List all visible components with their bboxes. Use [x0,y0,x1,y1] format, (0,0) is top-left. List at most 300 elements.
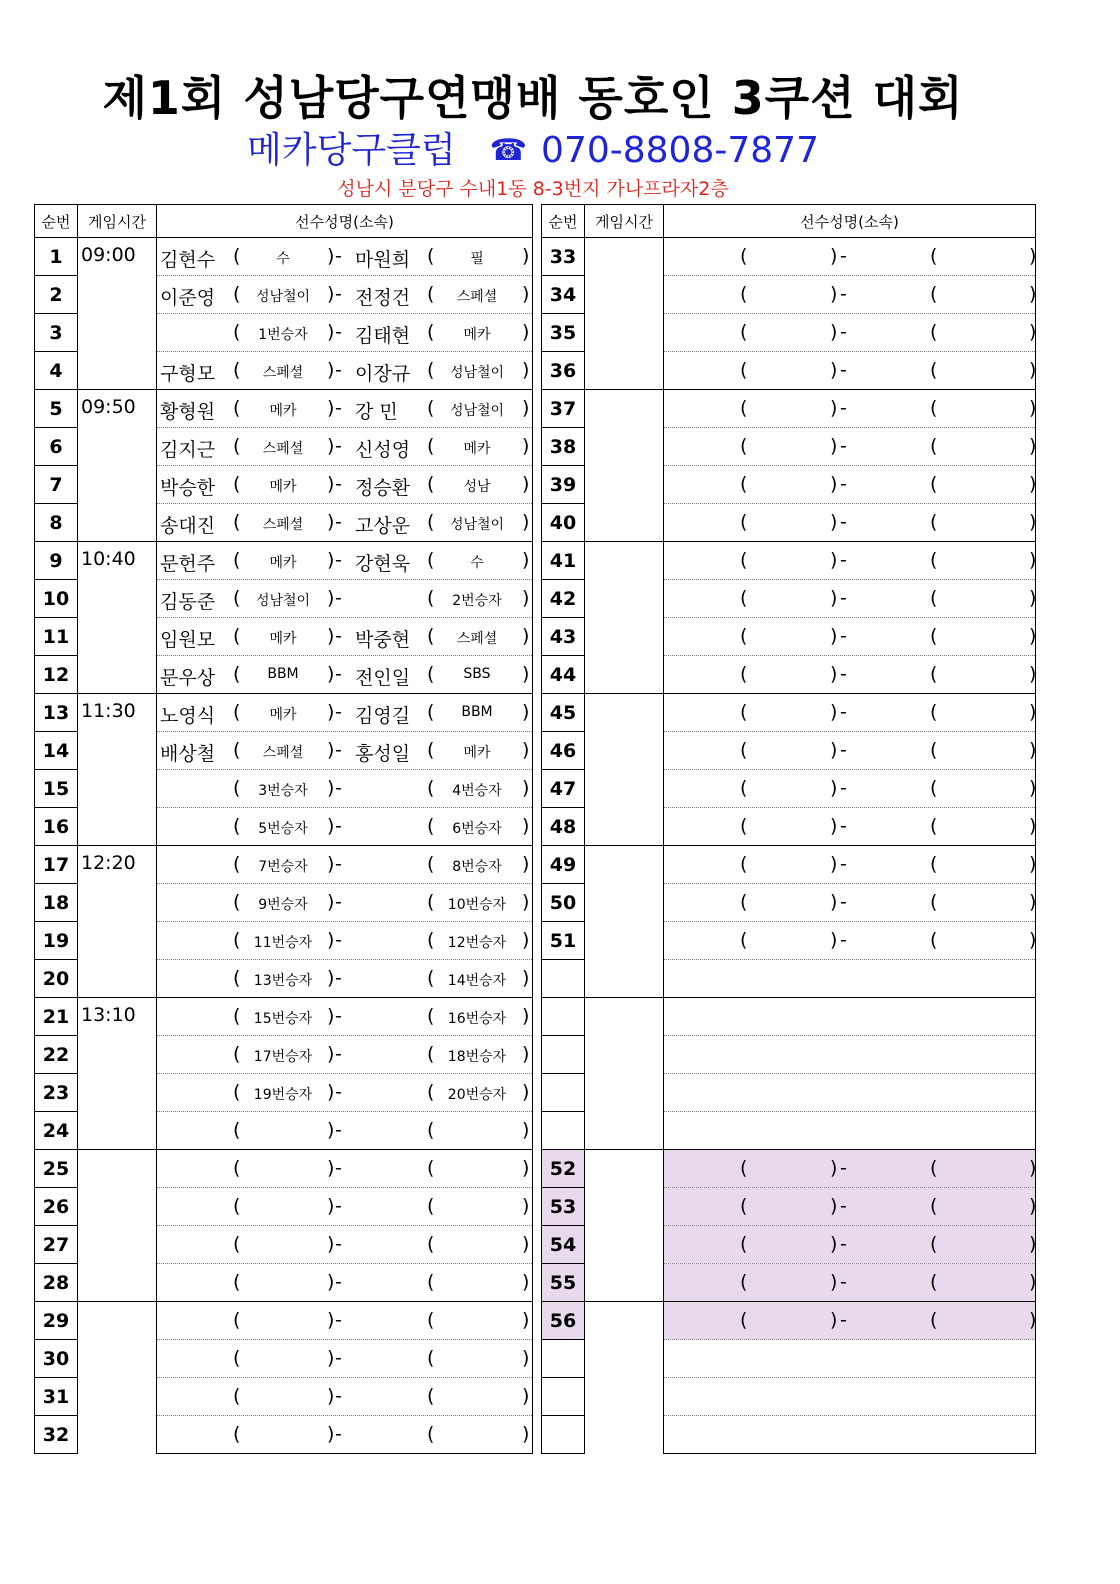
club-phone: 070-8808-7877 [541,130,819,171]
versus-dash: - [840,283,847,305]
game-time [585,1302,664,1454]
open-paren: ( [427,359,435,381]
open-paren: ( [930,815,938,837]
player1-name: 김동준 [160,591,216,613]
close-paren: ) [522,739,530,761]
close-paren: ) [1029,473,1037,495]
close-paren: ) [327,1309,335,1331]
match-number: 9 [35,542,78,580]
match-number: 22 [35,1036,78,1074]
close-paren: ) [522,397,530,419]
open-paren: ( [233,891,241,913]
versus-dash: - [840,625,847,647]
match-cell [664,1264,1036,1302]
close-paren: ) [1029,777,1037,799]
match-cell [664,390,1036,428]
player1-name: 황형원 [160,401,216,423]
open-paren: ( [427,1271,435,1293]
match-cell [664,998,1036,1036]
close-paren: ) [327,435,335,457]
match-row [542,1302,1036,1340]
schedule-table-right [541,204,1036,1454]
close-paren: ) [830,853,838,875]
match-row [542,1150,1036,1188]
open-paren: ( [233,1233,241,1255]
player2-affiliation: 4번승자 [452,783,502,799]
player1-name: 박승한 [160,477,216,499]
match-cell [157,542,533,580]
open-paren: ( [930,435,938,457]
versus-dash: - [335,245,342,267]
close-paren: ) [522,1309,530,1331]
close-paren: ) [327,1271,335,1293]
open-paren: ( [233,625,241,647]
open-paren: ( [427,777,435,799]
match-number: 19 [35,922,78,960]
match-cell [157,1036,533,1074]
open-paren: ( [930,853,938,875]
close-paren: ) [830,397,838,419]
match-number: 51 [542,922,585,960]
open-paren: ( [427,473,435,495]
player1-affiliation: 수 [276,251,290,267]
player2-affiliation: 필 [470,251,484,267]
player2-affiliation: 메카 [463,327,491,343]
match-number: 27 [35,1226,78,1264]
open-paren: ( [930,1271,938,1293]
open-paren: ( [740,473,748,495]
player2-name: 홍성일 [355,743,411,765]
open-paren: ( [930,397,938,419]
versus-dash: - [335,815,342,837]
open-paren: ( [233,1157,241,1179]
open-paren: ( [233,1081,241,1103]
match-cell [157,276,533,314]
open-paren: ( [427,853,435,875]
match-number [542,1378,585,1416]
match-cell [157,1264,533,1302]
close-paren: ) [327,245,335,267]
versus-dash: - [335,1157,342,1179]
header-players: 선수성명(소속) [664,205,1036,238]
match-cell [664,618,1036,656]
match-number: 40 [542,504,585,542]
close-paren: ) [1029,701,1037,723]
open-paren: ( [427,321,435,343]
close-paren: ) [830,435,838,457]
match-number: 20 [35,960,78,998]
player1-affiliation: 3번승자 [258,783,308,799]
open-paren: ( [427,1157,435,1179]
versus-dash: - [840,701,847,723]
game-time: 09:00 [78,238,157,390]
header-no: 순번 [35,205,78,238]
match-cell [664,1416,1036,1454]
match-number: 1 [35,238,78,276]
versus-dash: - [335,1195,342,1217]
close-paren: ) [522,1119,530,1141]
match-row [542,542,1036,580]
game-time [585,846,664,998]
open-paren: ( [427,587,435,609]
close-paren: ) [522,891,530,913]
open-paren: ( [233,663,241,685]
close-paren: ) [522,435,530,457]
match-number [542,1112,585,1150]
close-paren: ) [1029,511,1037,533]
game-time: 13:10 [78,998,157,1150]
close-paren: ) [522,283,530,305]
versus-dash: - [335,625,342,647]
player2-name: 전정건 [355,287,411,309]
game-time [585,390,664,542]
match-cell [157,238,533,276]
open-paren: ( [233,1005,241,1027]
close-paren: ) [327,853,335,875]
match-number: 7 [35,466,78,504]
match-number: 42 [542,580,585,618]
match-cell [157,618,533,656]
open-paren: ( [930,1157,938,1179]
open-paren: ( [233,967,241,989]
player1-name: 노영식 [160,705,216,727]
match-cell [664,1112,1036,1150]
close-paren: ) [830,739,838,761]
player2-affiliation: 6번승자 [452,821,502,837]
player2-name: 전인일 [355,667,411,689]
open-paren: ( [233,321,241,343]
open-paren: ( [427,701,435,723]
close-paren: ) [327,1423,335,1445]
close-paren: ) [1029,549,1037,571]
versus-dash: - [840,663,847,685]
schedule-table-left [34,204,533,1454]
match-number: 41 [542,542,585,580]
open-paren: ( [427,1081,435,1103]
close-paren: ) [522,511,530,533]
match-cell [157,1416,533,1454]
close-paren: ) [522,245,530,267]
player1-affiliation: 5번승자 [258,821,308,837]
open-paren: ( [740,663,748,685]
open-paren: ( [427,891,435,913]
open-paren: ( [930,549,938,571]
close-paren: ) [522,1385,530,1407]
match-number: 38 [542,428,585,466]
versus-dash: - [335,1119,342,1141]
open-paren: ( [233,397,241,419]
player2-affiliation: 성남철이 [449,403,505,419]
player2-name: 신성영 [355,439,411,461]
close-paren: ) [1029,359,1037,381]
open-paren: ( [427,1309,435,1331]
open-paren: ( [233,283,241,305]
open-paren: ( [233,245,241,267]
match-number: 2 [35,276,78,314]
match-cell [157,846,533,884]
player2-affiliation: 메카 [463,441,491,457]
open-paren: ( [740,815,748,837]
match-row [542,846,1036,884]
close-paren: ) [830,245,838,267]
open-paren: ( [427,929,435,951]
open-paren: ( [233,549,241,571]
close-paren: ) [522,967,530,989]
player2-name: 정승환 [355,477,411,499]
open-paren: ( [233,1385,241,1407]
match-row [542,390,1036,428]
player1-affiliation: 7번승자 [258,859,308,875]
match-cell [664,1378,1036,1416]
match-cell [157,428,533,466]
open-paren: ( [740,587,748,609]
match-cell [664,466,1036,504]
close-paren: ) [522,701,530,723]
player2-affiliation: 12번승자 [447,935,507,951]
match-row [542,238,1036,276]
open-paren: ( [427,1119,435,1141]
player2-affiliation: 16번승자 [447,1011,507,1027]
match-number: 29 [35,1302,78,1340]
player2-name: 강 민 [355,401,398,423]
match-number: 46 [542,732,585,770]
close-paren: ) [1029,1271,1037,1293]
open-paren: ( [233,1347,241,1369]
match-number: 21 [35,998,78,1036]
player1-name: 문우상 [160,667,216,689]
match-number: 47 [542,770,585,808]
open-paren: ( [740,245,748,267]
match-cell [664,732,1036,770]
player1-affiliation: 성남철이 [255,593,311,609]
close-paren: ) [830,321,838,343]
open-paren: ( [427,1043,435,1065]
match-cell [157,656,533,694]
player2-affiliation: BBM [461,704,493,720]
match-cell [157,352,533,390]
match-number: 52 [542,1150,585,1188]
open-paren: ( [740,625,748,647]
close-paren: ) [1029,587,1037,609]
close-paren: ) [327,891,335,913]
player2-name: 이장규 [355,363,411,385]
open-paren: ( [233,701,241,723]
open-paren: ( [930,1233,938,1255]
match-cell [157,580,533,618]
open-paren: ( [233,1195,241,1217]
match-row [35,694,533,732]
versus-dash: - [335,1309,342,1331]
open-paren: ( [233,815,241,837]
match-number: 36 [542,352,585,390]
open-paren: ( [233,929,241,951]
open-paren: ( [233,1119,241,1141]
close-paren: ) [830,1195,838,1217]
match-number: 37 [542,390,585,428]
versus-dash: - [840,853,847,875]
match-cell [664,656,1036,694]
close-paren: ) [522,549,530,571]
player1-name: 김현수 [160,249,216,271]
close-paren: ) [522,1423,530,1445]
player1-affiliation: 스페셜 [262,517,304,533]
open-paren: ( [740,397,748,419]
versus-dash: - [840,1309,847,1331]
close-paren: ) [830,511,838,533]
player1-affiliation: 스페셜 [262,745,304,761]
match-number: 43 [542,618,585,656]
match-cell [157,922,533,960]
close-paren: ) [830,1233,838,1255]
versus-dash: - [335,587,342,609]
close-paren: ) [1029,283,1037,305]
match-cell [157,884,533,922]
close-paren: ) [522,625,530,647]
player2-name: 강현욱 [355,553,411,575]
match-cell [157,1150,533,1188]
close-paren: ) [830,625,838,647]
player2-affiliation: 스페셜 [456,631,498,647]
match-row [35,390,533,428]
match-cell [664,1340,1036,1378]
open-paren: ( [740,321,748,343]
match-number [542,1036,585,1074]
close-paren: ) [327,283,335,305]
match-row [35,238,533,276]
open-paren: ( [740,739,748,761]
player1-affiliation: 13번승자 [253,973,313,989]
match-number: 4 [35,352,78,390]
match-cell [664,808,1036,846]
open-paren: ( [427,397,435,419]
close-paren: ) [327,739,335,761]
open-paren: ( [427,739,435,761]
player2-affiliation: 스페셜 [456,289,498,305]
versus-dash: - [840,739,847,761]
open-paren: ( [427,549,435,571]
match-cell [664,884,1036,922]
match-cell [157,732,533,770]
match-number: 12 [35,656,78,694]
versus-dash: - [840,891,847,913]
match-number: 49 [542,846,585,884]
close-paren: ) [522,1271,530,1293]
match-number: 33 [542,238,585,276]
player1-affiliation: 11번승자 [253,935,313,951]
versus-dash: - [335,1081,342,1103]
close-paren: ) [830,549,838,571]
close-paren: ) [1029,1309,1037,1331]
close-paren: ) [830,1309,838,1331]
open-paren: ( [930,739,938,761]
match-cell [664,960,1036,998]
close-paren: ) [327,1385,335,1407]
open-paren: ( [930,359,938,381]
player2-affiliation: 20번승자 [447,1087,507,1103]
player1-affiliation: 9번승자 [258,897,308,913]
versus-dash: - [335,1423,342,1445]
close-paren: ) [327,663,335,685]
close-paren: ) [830,359,838,381]
open-paren: ( [427,663,435,685]
versus-dash: - [840,549,847,571]
open-paren: ( [427,1005,435,1027]
match-cell [664,1226,1036,1264]
versus-dash: - [335,549,342,571]
close-paren: ) [522,815,530,837]
match-number: 54 [542,1226,585,1264]
open-paren: ( [427,511,435,533]
versus-dash: - [840,321,847,343]
match-number: 15 [35,770,78,808]
player1-name: 구형모 [160,363,216,385]
player2-affiliation: 수 [470,555,484,571]
header-time: 게임시간 [585,205,664,238]
player2-name: 김태현 [355,325,411,347]
close-paren: ) [522,1195,530,1217]
match-number [542,998,585,1036]
open-paren: ( [740,929,748,951]
open-paren: ( [427,1385,435,1407]
match-number: 35 [542,314,585,352]
close-paren: ) [522,853,530,875]
versus-dash: - [335,283,342,305]
close-paren: ) [327,321,335,343]
open-paren: ( [930,245,938,267]
close-paren: ) [522,359,530,381]
match-cell [664,1302,1036,1340]
close-paren: ) [327,1233,335,1255]
open-paren: ( [233,473,241,495]
match-cell [664,314,1036,352]
versus-dash: - [335,1385,342,1407]
versus-dash: - [335,739,342,761]
versus-dash: - [335,967,342,989]
open-paren: ( [233,359,241,381]
player2-affiliation: 14번승자 [447,973,507,989]
open-paren: ( [427,435,435,457]
match-row [35,998,533,1036]
close-paren: ) [830,815,838,837]
header-row [542,205,1036,238]
match-cell [664,276,1036,314]
player1-name: 문헌주 [160,553,216,575]
open-paren: ( [427,1347,435,1369]
player1-name: 임원모 [160,629,216,651]
match-row [35,542,533,580]
match-number: 56 [542,1302,585,1340]
game-time: 12:20 [78,846,157,998]
match-cell [157,1302,533,1340]
match-cell [157,770,533,808]
close-paren: ) [522,1005,530,1027]
close-paren: ) [1029,739,1037,761]
open-paren: ( [740,1195,748,1217]
player1-name: 송대진 [160,515,216,537]
versus-dash: - [335,1005,342,1027]
match-number: 31 [35,1378,78,1416]
close-paren: ) [327,1043,335,1065]
versus-dash: - [335,1347,342,1369]
close-paren: ) [522,587,530,609]
close-paren: ) [327,473,335,495]
match-cell [664,542,1036,580]
open-paren: ( [930,283,938,305]
versus-dash: - [335,701,342,723]
player1-affiliation: 1번승자 [258,327,308,343]
match-cell [664,846,1036,884]
versus-dash: - [840,473,847,495]
